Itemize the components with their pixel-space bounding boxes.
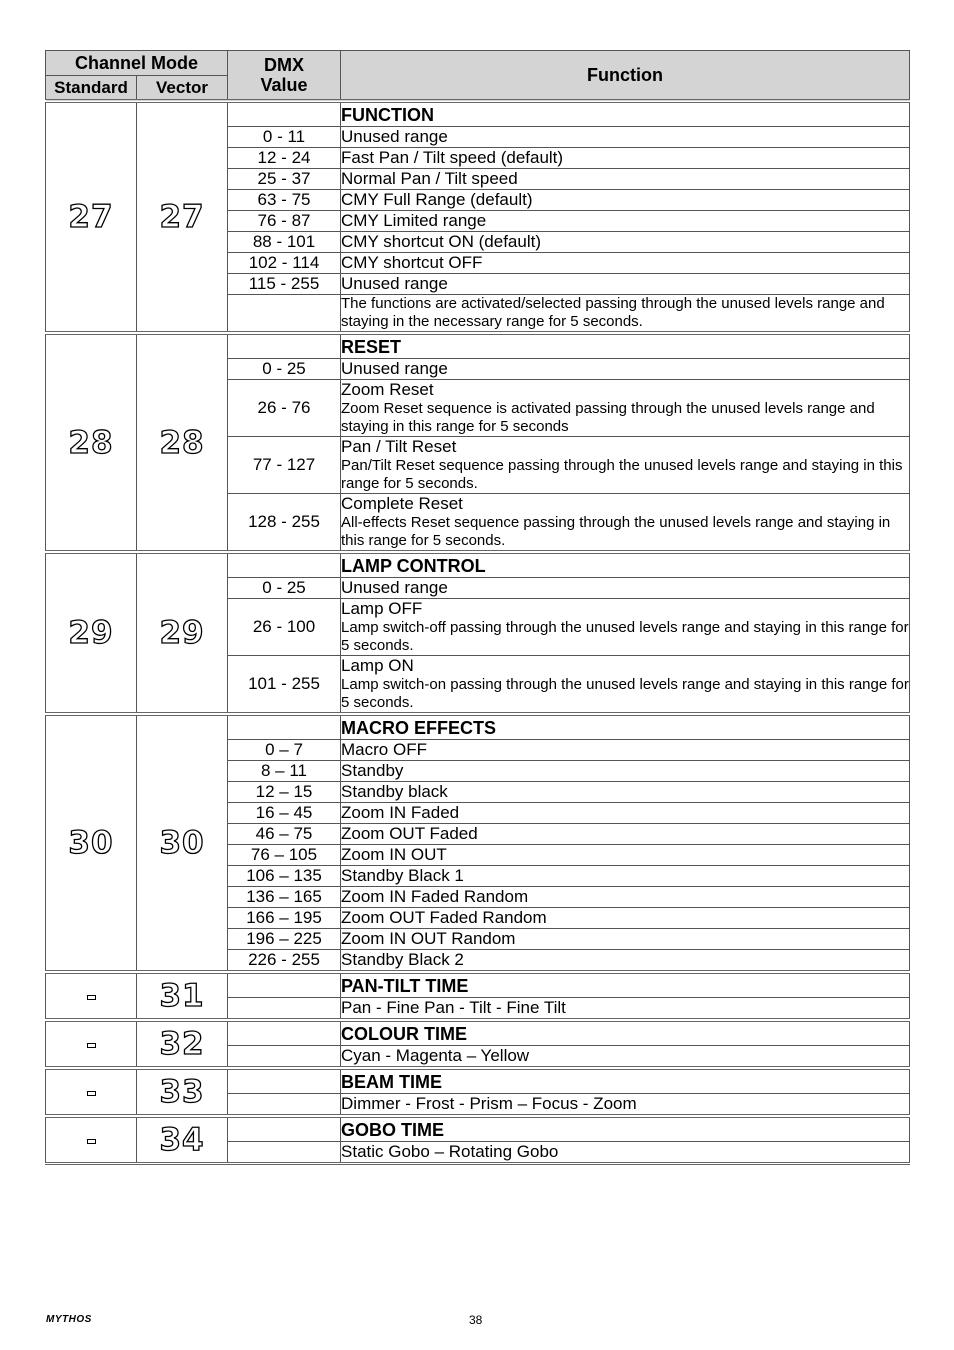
function-label: Zoom Reset <box>341 380 434 399</box>
standard-channel-empty <box>46 1068 137 1116</box>
dmx-value-cell <box>228 714 341 740</box>
dmx-value <box>228 1142 341 1164</box>
standard-header: Standard <box>46 76 137 102</box>
function-description <box>341 761 910 782</box>
dmx-value: 166 – 195 <box>228 908 341 929</box>
dash-mark <box>87 1139 96 1144</box>
standard-channel-empty <box>46 1116 137 1164</box>
dmx-value: 26 - 100 <box>228 599 341 656</box>
vector-channel-label: 32 <box>159 1026 205 1062</box>
standard-channel-label: 30 <box>68 825 114 861</box>
dmx-value: 101 - 255 <box>228 656 341 715</box>
dash-mark <box>87 995 96 1000</box>
group-title-row <box>46 714 910 740</box>
dmx-channel-table <box>45 50 910 1165</box>
dmx-value: 128 - 255 <box>228 494 341 553</box>
function-description <box>341 437 910 494</box>
group-title-row <box>46 972 910 998</box>
function-group-title: GOBO TIME <box>341 1116 910 1142</box>
function-group-title: RESET <box>341 333 910 359</box>
standard-channel-number <box>46 552 137 714</box>
vector-channel-number <box>137 1068 228 1116</box>
dmx-value: 12 – 15 <box>228 782 341 803</box>
function-detail: Lamp switch-off passing through the unused levels range and staying in this range for 5 seconds. <box>341 619 909 654</box>
vector-channel-label: 29 <box>159 615 205 651</box>
function-label: Static Gobo – Rotating Gobo <box>341 1142 559 1161</box>
vector-channel-number <box>137 101 228 333</box>
dmx-value <box>228 1046 341 1069</box>
vector-channel-label: 30 <box>159 825 205 861</box>
function-label: Lamp OFF <box>341 599 423 618</box>
standard-channel-number <box>46 714 137 972</box>
dmx-value: 63 - 75 <box>228 190 341 211</box>
function-description <box>341 578 910 599</box>
function-description <box>341 190 910 211</box>
standard-channel-number <box>46 101 137 333</box>
function-description <box>341 908 910 929</box>
vector-channel-number <box>137 1020 228 1068</box>
function-label: CMY shortcut ON (default) <box>341 232 541 251</box>
dmx-value: 8 – 11 <box>228 761 341 782</box>
function-label: Unused range <box>341 578 448 597</box>
function-description <box>341 782 910 803</box>
function-label: Standby <box>341 761 404 780</box>
footer-brand: MYTHOS <box>46 1314 92 1325</box>
function-detail: Zoom Reset sequence is activated passing through the unused levels range and staying in this range for 5 seconds <box>341 400 875 435</box>
vector-channel-number <box>137 714 228 972</box>
dmx-value: 76 - 87 <box>228 211 341 232</box>
dmx-value: 25 - 37 <box>228 169 341 190</box>
dmx-value <box>228 295 341 334</box>
function-label: Dimmer - Frost - Prism – Focus - Zoom <box>341 1094 637 1113</box>
function-label: Unused range <box>341 359 448 378</box>
function-label: Unused range <box>341 127 448 146</box>
function-description <box>341 803 910 824</box>
group-title-row <box>46 1020 910 1046</box>
function-label: Zoom OUT Faded Random <box>341 908 547 927</box>
function-description <box>341 253 910 274</box>
vector-header: Vector <box>137 76 228 102</box>
standard-channel-number <box>46 333 137 552</box>
function-header: Function <box>341 51 910 102</box>
dmx-value: 76 – 105 <box>228 845 341 866</box>
function-label: Zoom IN Faded <box>341 803 460 822</box>
function-description <box>341 950 910 973</box>
vector-channel-number <box>137 1116 228 1164</box>
function-label: Complete Reset <box>341 494 463 513</box>
function-detail: Pan/Tilt Reset sequence passing through the unused levels range and staying in this range for 5 seconds. <box>341 457 903 492</box>
function-description <box>341 656 910 715</box>
function-label: Standby Black 1 <box>341 866 464 885</box>
function-description <box>341 295 910 334</box>
function-group-title: PAN-TILT TIME <box>341 972 910 998</box>
vector-channel-label: 28 <box>159 424 205 461</box>
function-description <box>341 211 910 232</box>
dmx-value-cell <box>228 1068 341 1094</box>
function-description <box>341 866 910 887</box>
function-description <box>341 494 910 553</box>
dmx-value: 102 - 114 <box>228 253 341 274</box>
page-number: 38 <box>469 1313 483 1327</box>
channel-mode-header: Channel Mode <box>46 51 228 76</box>
function-label: Pan / Tilt Reset <box>341 437 457 456</box>
standard-channel-label: 28 <box>68 424 114 461</box>
vector-channel-number <box>137 552 228 714</box>
function-label: Macro OFF <box>341 740 427 759</box>
dmx-value: 226 - 255 <box>228 950 341 973</box>
dmx-value: 196 – 225 <box>228 929 341 950</box>
dmx-value-cell <box>228 552 341 578</box>
standard-channel-empty <box>46 1020 137 1068</box>
function-description <box>341 887 910 908</box>
function-description <box>341 274 910 295</box>
dmx-value-cell <box>228 333 341 359</box>
function-description <box>341 824 910 845</box>
dmx-value: 26 - 76 <box>228 380 341 437</box>
function-label: CMY Limited range <box>341 211 487 230</box>
dmx-value: 0 - 11 <box>228 127 341 148</box>
group-title-row <box>46 333 910 359</box>
group-title-row <box>46 101 910 127</box>
vector-channel-label: 27 <box>159 199 205 235</box>
function-label: CMY shortcut OFF <box>341 253 483 272</box>
dmx-value: 115 - 255 <box>228 274 341 295</box>
standard-channel-empty <box>46 972 137 1020</box>
function-label: Standby Black 2 <box>341 950 464 969</box>
standard-channel-label: 27 <box>68 199 114 235</box>
function-description <box>341 998 910 1021</box>
dmx-value: 46 – 75 <box>228 824 341 845</box>
standard-channel-label: 29 <box>68 615 114 651</box>
function-group-title: MACRO EFFECTS <box>341 714 910 740</box>
dmx-value-cell <box>228 1116 341 1142</box>
function-group-title: LAMP CONTROL <box>341 552 910 578</box>
function-group-title: COLOUR TIME <box>341 1020 910 1046</box>
function-description <box>341 599 910 656</box>
dmx-value-header: DMX Value <box>228 51 341 102</box>
dmx-value: 0 - 25 <box>228 359 341 380</box>
vector-channel-label: 31 <box>159 978 205 1014</box>
dmx-value-cell <box>228 972 341 998</box>
dash-mark <box>87 1043 96 1048</box>
function-description <box>341 148 910 169</box>
function-group-title: FUNCTION <box>341 101 910 127</box>
function-detail: All-effects Reset sequence passing through the unused levels range and staying in this range for 5 seconds. <box>341 514 891 549</box>
dmx-value-cell <box>228 101 341 127</box>
function-detail: The functions are activated/selected passing through the unused levels range and staying in the necessary range for 5 seconds. <box>341 295 885 330</box>
function-label: Zoom OUT Faded <box>341 824 478 843</box>
function-label: Fast Pan / Tilt speed (default) <box>341 148 564 167</box>
dmx-value: 12 - 24 <box>228 148 341 169</box>
function-description <box>341 127 910 148</box>
dmx-value <box>228 998 341 1021</box>
dmx-value <box>228 1094 341 1117</box>
dmx-value: 16 – 45 <box>228 803 341 824</box>
function-description <box>341 169 910 190</box>
function-description <box>341 740 910 761</box>
function-description <box>341 1094 910 1117</box>
function-description <box>341 232 910 253</box>
table-body <box>46 101 910 1164</box>
function-label: Cyan - Magenta – Yellow <box>341 1046 530 1065</box>
function-label: CMY Full Range (default) <box>341 190 533 209</box>
function-description <box>341 1142 910 1164</box>
dmx-value: 106 – 135 <box>228 866 341 887</box>
function-description <box>341 929 910 950</box>
dmx-value: 77 - 127 <box>228 437 341 494</box>
dmx-value: 136 – 165 <box>228 887 341 908</box>
function-label: Standby black <box>341 782 448 801</box>
function-detail: Lamp switch-on passing through the unused levels range and staying in this range for 5 seconds. <box>341 676 909 711</box>
function-label: Unused range <box>341 274 448 293</box>
dmx-value: 88 - 101 <box>228 232 341 253</box>
function-label: Zoom IN OUT <box>341 845 447 864</box>
function-label: Zoom IN Faded Random <box>341 887 529 906</box>
function-description <box>341 380 910 437</box>
vector-channel-label: 33 <box>159 1074 205 1110</box>
function-group-title: BEAM TIME <box>341 1068 910 1094</box>
function-label: Pan - Fine Pan - Tilt - Fine Tilt <box>341 998 566 1017</box>
function-label: Normal Pan / Tilt speed <box>341 169 518 188</box>
group-title-row <box>46 552 910 578</box>
vector-channel-number <box>137 333 228 552</box>
function-description <box>341 1046 910 1069</box>
group-title-row <box>46 1068 910 1094</box>
group-title-row <box>46 1116 910 1142</box>
dmx-value-cell <box>228 1020 341 1046</box>
function-description <box>341 359 910 380</box>
function-label: Zoom IN OUT Random <box>341 929 516 948</box>
vector-channel-label: 34 <box>159 1122 205 1158</box>
function-label: Lamp ON <box>341 656 414 675</box>
vector-channel-number <box>137 972 228 1020</box>
dmx-value: 0 – 7 <box>228 740 341 761</box>
function-description <box>341 845 910 866</box>
dash-mark <box>87 1091 96 1096</box>
dmx-value: 0 - 25 <box>228 578 341 599</box>
